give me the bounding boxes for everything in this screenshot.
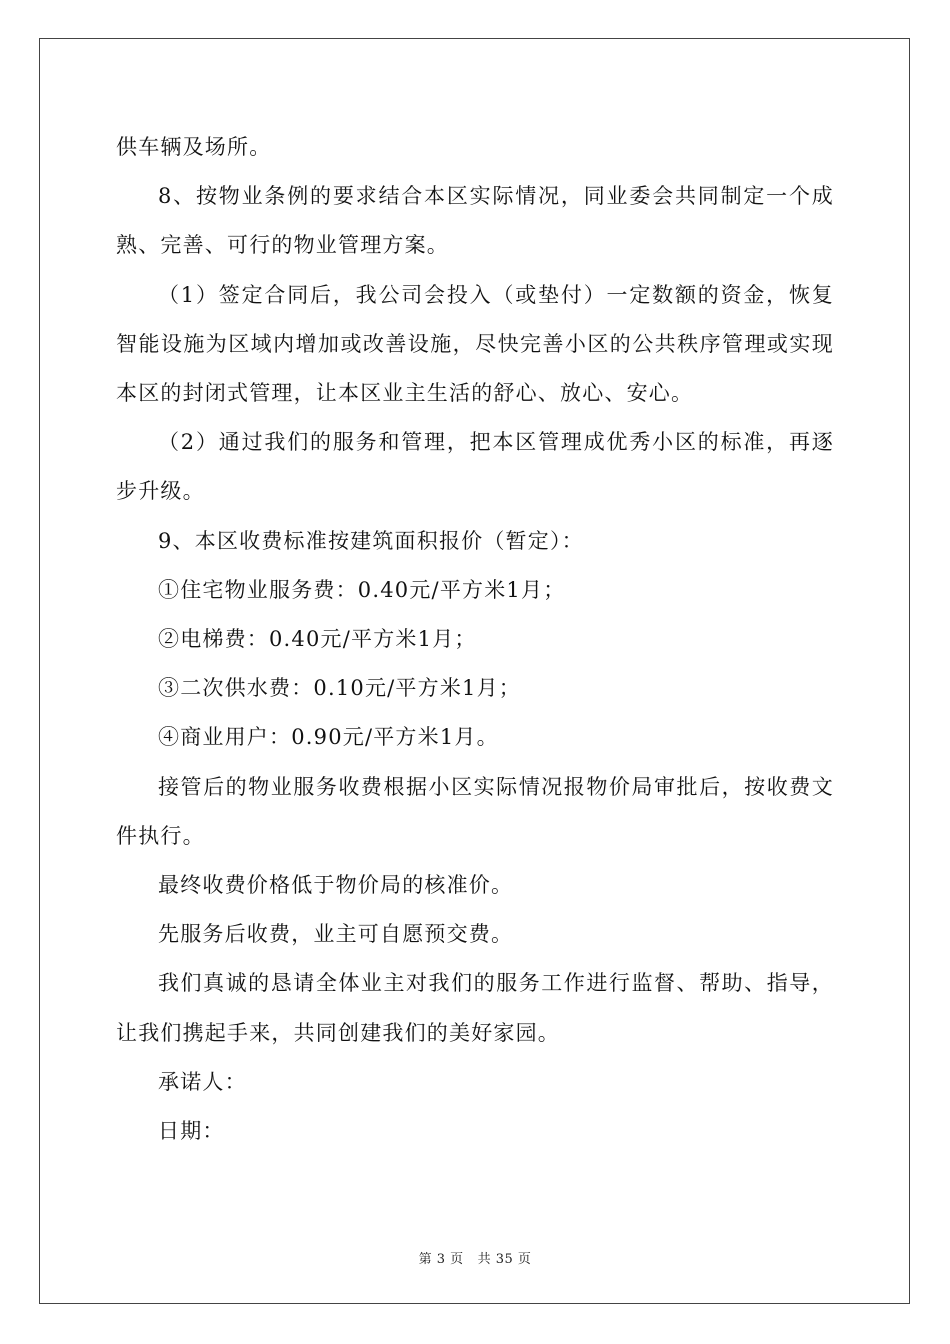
paragraph-5: 9、本区收费标准按建筑面积报价（暂定）：	[158, 528, 584, 553]
paragraph-13: 我们真诚的恳请全体业主对我们的服务工作进行监督、帮助、指导，让我们携起手来，共同创建我们的美好家园。	[116, 971, 834, 1045]
signatory-label: 承诺人：	[158, 1069, 247, 1094]
paragraph-1: 供车辆及场所。	[116, 135, 272, 159]
document-body	[116, 123, 834, 1156]
paragraph-3: （1）签定合同后，我公司会投入（或垫付）一定数额的资金，恢复智能设施为区域内增加或改善设施，尽快完善小区的公共秩序管理或实现本区的封闭式管理，让本区业主生活的舒心、放心、安心。	[116, 282, 834, 406]
fee-item-residential: ①住宅物业服务费：0.40元/平方米1月；	[158, 577, 566, 602]
page-footer	[0, 1248, 950, 1267]
date-label: 日期：	[158, 1119, 225, 1144]
total-pages: 共 35 页	[477, 1252, 532, 1267]
fee-item-commercial: ④商业用户：0.90元/平方米1月。	[158, 725, 499, 750]
paragraph-12: 先服务后收费，业主可自愿预交费。	[158, 922, 514, 947]
fee-item-elevator: ②电梯费：0.40元/平方米1月；	[158, 627, 477, 652]
paragraph-2: 8、按物业条例的要求结合本区实际情况，同业委会共同制定一个成熟、完善、可行的物业管理方案。	[116, 184, 834, 258]
fee-item-water-supply: ③二次供水费：0.10元/平方米1月；	[158, 676, 521, 701]
paragraph-10: 接管后的物业服务收费根据小区实际情况报物价局审批后，按收费文件执行。	[116, 774, 834, 848]
paragraph-11: 最终收费价格低于物价局的核准价。	[158, 873, 514, 898]
current-page-number: 第 3 页	[418, 1252, 464, 1267]
paragraph-4: （2）通过我们的服务和管理，把本区管理成优秀小区的标准，再逐步升级。	[116, 430, 834, 504]
